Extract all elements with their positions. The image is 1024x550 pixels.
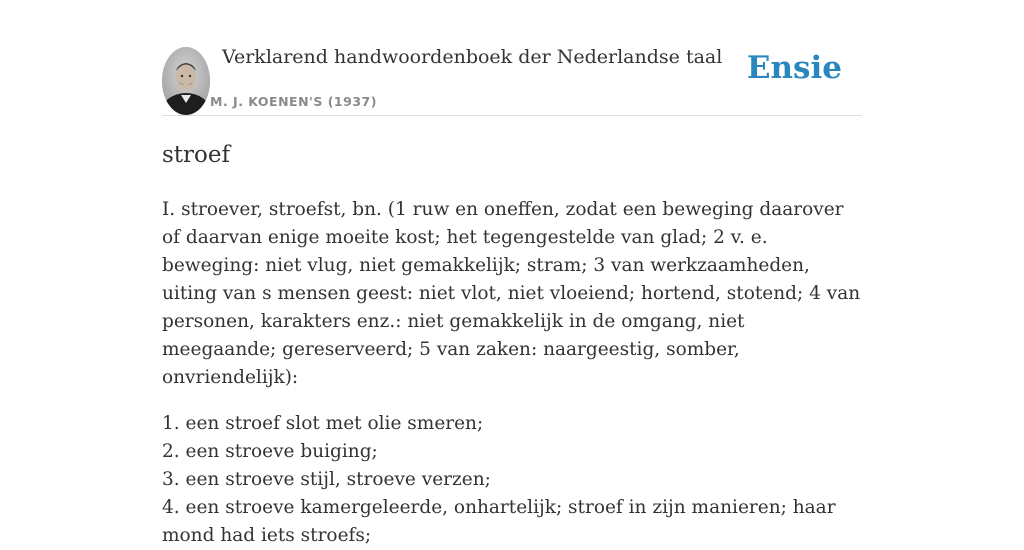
entry-definition: I. stroever, stroefst, bn. (1 ruw en oneffen, zodat een beweging daarover of daarvan enige moeite kost; het tegengestelde van glad; 2 v. e. beweging: niet vlug, niet gemakkelijk; stram; 3 van werkzaamheden, uiting van s mensen geest: niet vlot, niet vloeiend; hortend, stotend; 4 van personen, karakters enz.: niet gemakkelijk in de omgang, niet meegaande; gereserveerd; 5 van zaken: naargeestig, somber, onvriendelijk): bbox=[162, 199, 861, 388]
book-title: Verklarend handwoordenboek der Nederlandse taal bbox=[222, 46, 723, 68]
author-portrait-image bbox=[162, 47, 210, 115]
example-list bbox=[162, 410, 862, 550]
example-item: 2. een stroeve buiging; bbox=[162, 441, 378, 462]
example-item: 3. een stroeve stijl, stroeve verzen; bbox=[162, 469, 491, 490]
page bbox=[162, 0, 862, 550]
author-portrait bbox=[162, 47, 210, 115]
example-item: 1. een stroef slot met olie smeren; bbox=[162, 413, 484, 434]
book-subtitle: M. J. KOENEN'S (1937) bbox=[210, 94, 377, 109]
ensie-logo-link[interactable]: Ensie bbox=[746, 50, 842, 86]
dictionary-header bbox=[162, 0, 862, 116]
example-item: 4. een stroeve kamergeleerde, onhartelijk; stroef in zijn manieren; haar mond had iets stroefs; bbox=[162, 497, 836, 546]
headword: stroef bbox=[162, 142, 231, 168]
